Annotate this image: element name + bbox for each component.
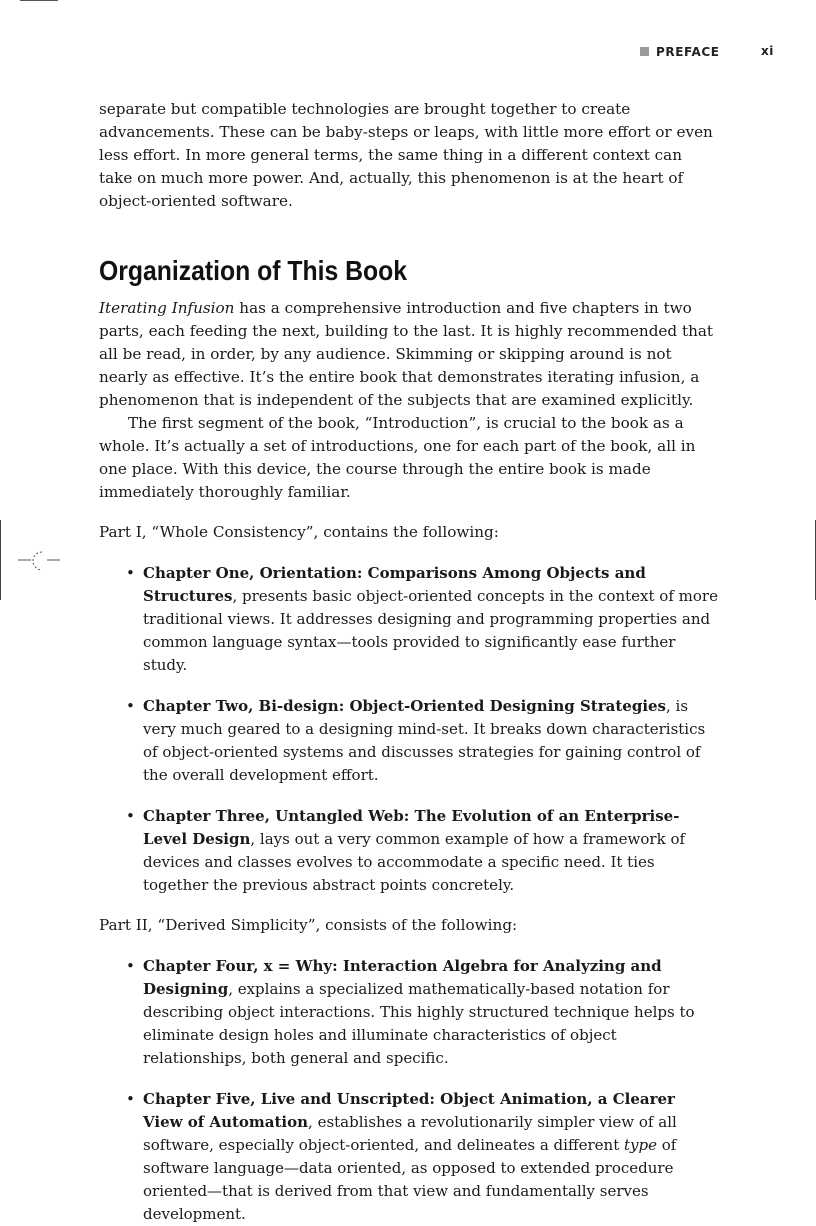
part2-chapter-list bbox=[99, 955, 719, 1226]
book-title: Iterating Infusion bbox=[99, 299, 235, 317]
page-body bbox=[99, 98, 719, 1226]
part1-intro: Part I, “Whole Consistency”, contains the following: bbox=[99, 523, 499, 541]
registration-mark-icon bbox=[18, 548, 62, 578]
chapter-title: Chapter Two, Bi-design: Object-Oriented Designing Strategies bbox=[143, 697, 667, 715]
chapter-title: Chapter One, Orientation: Comparisons Among Objects and Structures bbox=[143, 564, 646, 605]
chapter-description-end: of software language—data oriented, as opposed to extended procedure oriented—that is derived from that view and fundamentally serves development. bbox=[143, 1136, 677, 1223]
organization-paragraph-1-text: has a comprehensive introduction and five chapters in two parts, each feeding the next, building to the last. It is highly recommended that all be read, in order, by any audience. Skimming or skipping around is not nearly as effective. It’s the entire book that demonstrates iterating infusion, a phenomenon that is independent of the subjects that are examined explicitly. bbox=[99, 299, 714, 409]
list-item bbox=[99, 562, 719, 677]
list-item bbox=[99, 695, 719, 787]
chapter-description: , establishes a revolutionarily simpler view of all software, especially object-oriented, and delineates a different bbox=[143, 1113, 677, 1154]
chapter-description: , is very much geared to a designing mind-set. It breaks down characteristics of object-oriented systems and discusses strategies for gaining control of the overall development effort. bbox=[143, 697, 706, 784]
chapter-title: Chapter Five, Live and Unscripted: Object Animation, a Clearer View of Automation bbox=[143, 1090, 675, 1131]
bullet-icon: • bbox=[126, 807, 135, 825]
chapter-title: Chapter Three, Untangled Web: The Evolution of an Enterprise-Level Design bbox=[143, 807, 680, 848]
page-number: xi bbox=[760, 44, 774, 58]
bullet-icon: • bbox=[126, 564, 135, 582]
list-item bbox=[99, 1088, 719, 1226]
list-item bbox=[99, 805, 719, 897]
crop-mark-left bbox=[0, 520, 1, 600]
bullet-icon: • bbox=[126, 957, 135, 975]
bullet-icon: • bbox=[126, 1090, 135, 1108]
continued-paragraph: separate but compatible technologies are brought together to create advancements. These can be baby-steps or leaps, with little more effort or even less effort. In more general terms, the same thing in a different context can take on much more power. And, actually, this phenomenon is at the heart of object-oriented software. bbox=[99, 100, 713, 210]
section-marker-icon bbox=[640, 47, 649, 56]
chapter-description: , explains a specialized mathematically-based notation for describing object interactions. This highly structured technique helps to eliminate design holes and illuminate characteristics of object relationships, both general and specific. bbox=[143, 980, 695, 1067]
chapter-description: , lays out a very common example of how a framework of devices and classes evolves to accommodate a specific need. It ties together the previous abstract points concretely. bbox=[143, 830, 686, 894]
part2-intro: Part II, “Derived Simplicity”, consists of the following: bbox=[99, 916, 518, 934]
chapter-description: , presents basic object-oriented concepts in the context of more traditional views. It addresses designing and programming properties and common language syntax—tools provided to significantly ease further study. bbox=[143, 587, 718, 674]
bullet-icon: • bbox=[126, 697, 135, 715]
running-head-section: PREFACE bbox=[656, 45, 720, 59]
emphasis: type bbox=[624, 1136, 657, 1154]
chapter-title: Chapter Four, x = Why: Interaction Algebra for Analyzing and Designing bbox=[143, 957, 662, 998]
organization-paragraph-1 bbox=[99, 297, 719, 412]
part1-chapter-list bbox=[99, 562, 719, 897]
list-item bbox=[99, 955, 719, 1070]
organization-paragraph-2: The first segment of the book, “Introduction”, is crucial to the book as a whole. It’s actually a set of introductions, one for each part of the book, all in one place. With this device, the course through the entire book is made immediately thoroughly familiar. bbox=[99, 414, 696, 501]
crop-mark-top bbox=[20, 0, 58, 1]
section-heading: Organization of This Book bbox=[99, 255, 408, 286]
